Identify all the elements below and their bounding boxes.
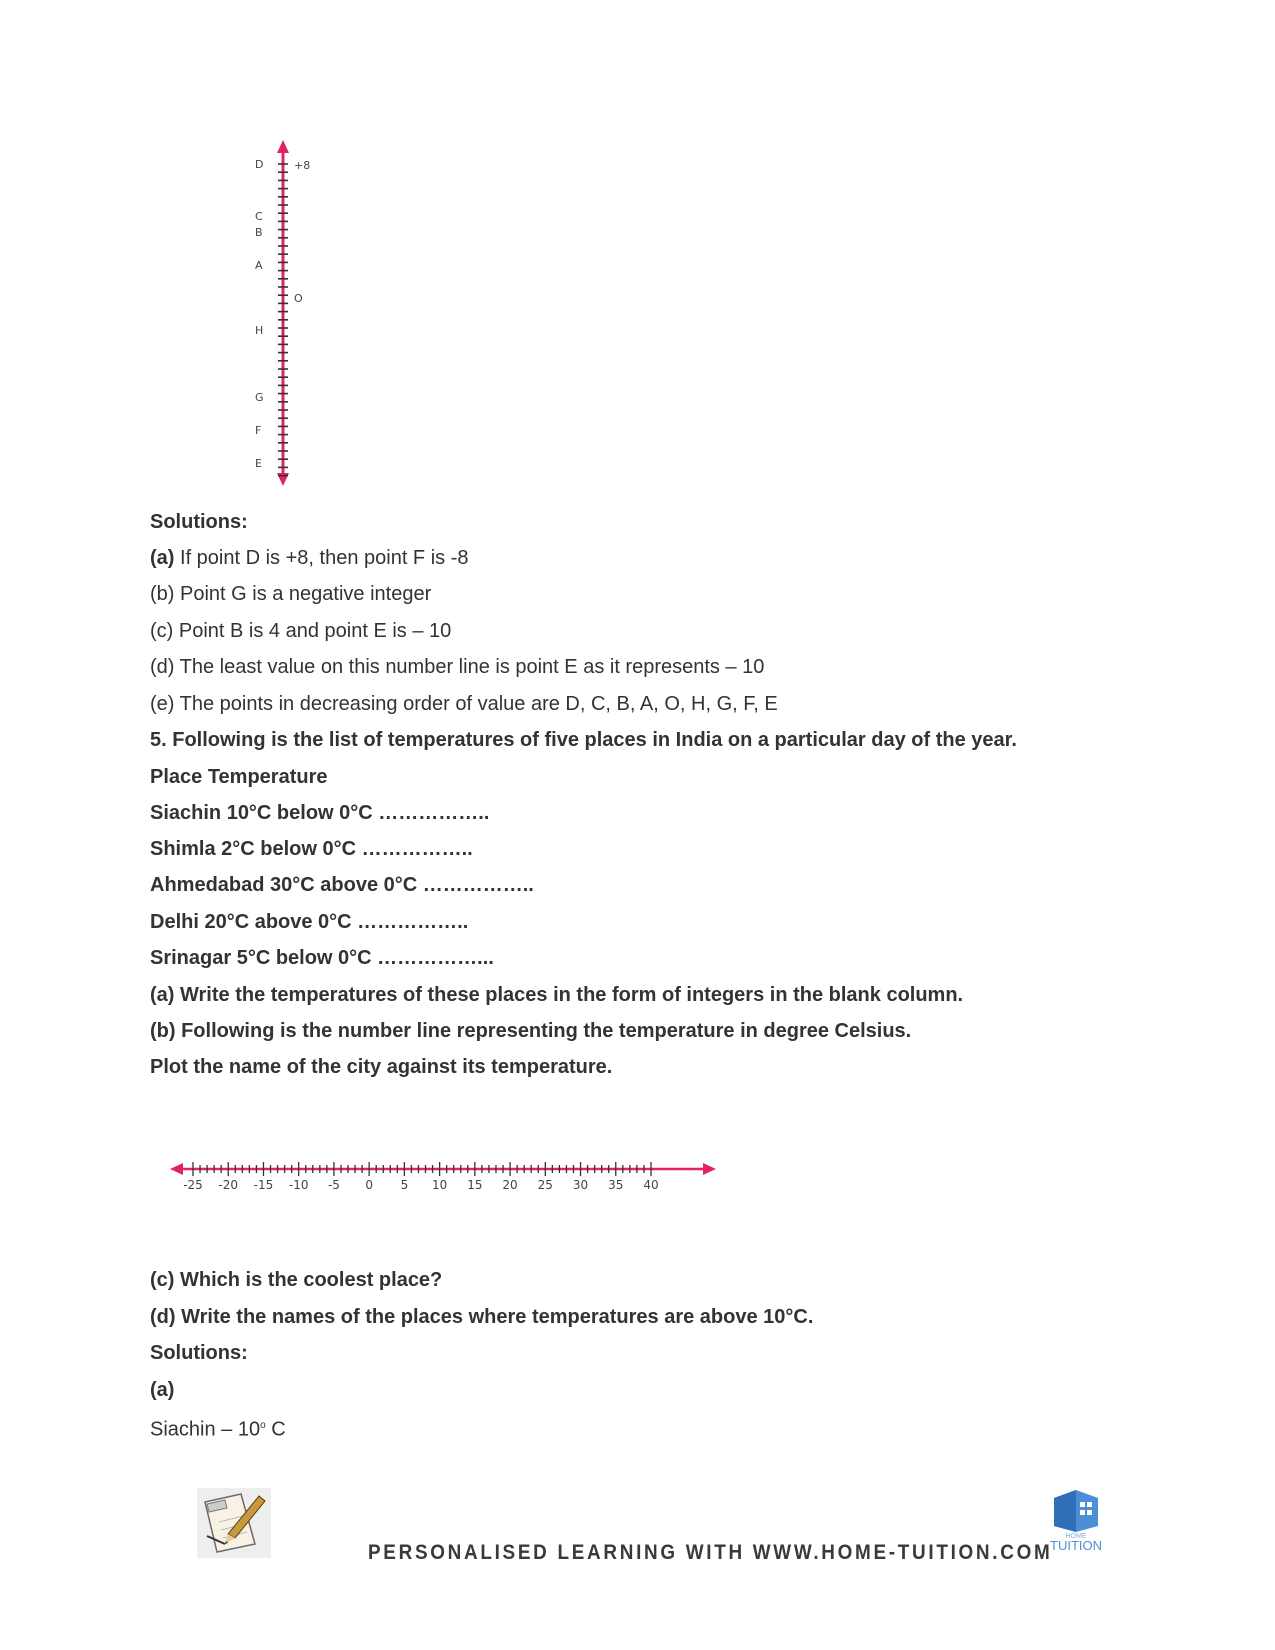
tick-label: 40 (643, 1178, 659, 1192)
solution-d: (d) The least value on this number line is point E as it represents – 10 (150, 656, 765, 678)
row-ahmedabad: Ahmedabad 30°C above 0°C …………….. (150, 874, 534, 896)
solution-b: (b) Point G is a negative integer (150, 583, 432, 605)
question-part-b: (b) Following is the number line representing the temperature in degree Celsius. (150, 1020, 912, 1042)
question-part-d: (d) Write the names of the places where temperatures are above 10°C. (150, 1306, 814, 1328)
home-tuition-logo (1042, 1490, 1110, 1554)
tick-label: 10 (431, 1178, 448, 1192)
question-part-a: (a) Write the temperatures of these places in the form of integers in the blank column. (150, 984, 964, 1006)
row-shimla: Shimla 2°C below 0°C …………….. (150, 838, 473, 860)
answer-siachin (150, 1414, 286, 1442)
tick-label: -5 (327, 1178, 340, 1192)
value-plus-8: +8 (294, 159, 311, 172)
row-srinagar: Srinagar 5°C below 0°C ……………... (150, 947, 494, 969)
label-E: E (255, 457, 262, 470)
tick-label: -15 (253, 1178, 274, 1192)
tick-label: 15 (467, 1178, 483, 1192)
solution-a-text: If point D is +8, then point F is -8 (174, 547, 469, 569)
solutions-heading-2: Solutions: (150, 1342, 248, 1364)
tick-label: -25 (183, 1178, 203, 1192)
tick-label: 25 (537, 1178, 553, 1192)
tick-label: -10 (288, 1178, 309, 1192)
solution-a-label: (a) (150, 547, 175, 569)
notepad-pencil-logo (197, 1488, 271, 1558)
solution-2-a-label: (a) (150, 1379, 175, 1401)
solution-c: (c) Point B is 4 and point E is – 10 (150, 620, 452, 642)
tick-label: 0 (365, 1178, 373, 1192)
horizontal-number-line (170, 1155, 720, 1205)
svg-text:TUITION: TUITION (1050, 1538, 1102, 1553)
answer-siachin-text: Siachin – 10 (150, 1418, 261, 1441)
tick-label: 30 (572, 1178, 589, 1192)
label-B: B (255, 226, 263, 239)
label-O: O (294, 292, 303, 305)
label-D: D (255, 158, 264, 171)
tick-label: 35 (608, 1178, 624, 1192)
question-part-b-instruction: Plot the name of the city against its temperature. (150, 1056, 613, 1078)
tick-label: 5 (400, 1178, 409, 1192)
solution-e: (e) The points in decreasing order of value are D, C, B, A, O, H, G, F, E (150, 693, 778, 715)
table-header: Place Temperature (150, 766, 328, 788)
vertical-number-line (250, 140, 330, 500)
footer-tagline: PERSONALISED LEARNING WITH WWW.HOME-TUITION.COM (368, 1541, 1053, 1564)
solution-a (150, 546, 469, 570)
solutions-heading: Solutions: (150, 511, 248, 533)
label-C: C (255, 210, 263, 223)
svg-text:HOME: HOME (1065, 1533, 1087, 1540)
row-siachin: Siachin 10°C below 0°C …………….. (150, 802, 490, 824)
label-H: H (255, 324, 264, 337)
label-G: G (255, 391, 264, 404)
label-A: A (255, 259, 263, 272)
answer-siachin-unit: C (265, 1418, 286, 1441)
question-part-c: (c) Which is the coolest place? (150, 1269, 443, 1291)
tick-label: -20 (218, 1178, 239, 1192)
row-delhi: Delhi 20°C above 0°C …………….. (150, 911, 469, 933)
question-5-title: 5. Following is the list of temperatures of five places in India on a particular day of the year. (150, 729, 1017, 751)
label-F: F (255, 424, 262, 437)
degree-sign: o (260, 1420, 266, 1431)
tick-label: 20 (502, 1178, 518, 1192)
